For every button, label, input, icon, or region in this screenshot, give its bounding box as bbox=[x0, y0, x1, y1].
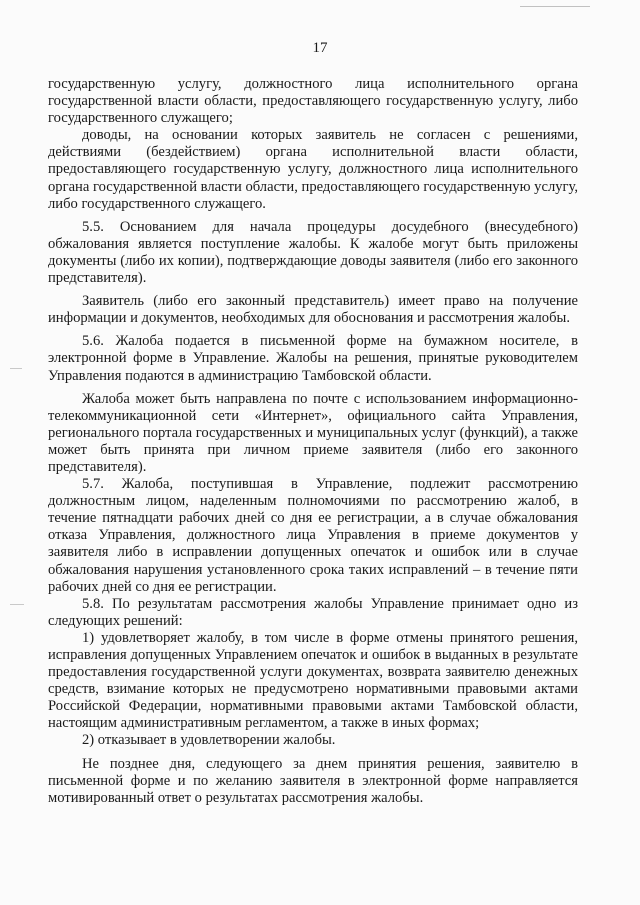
paragraph-5-7: 5.7. Жалоба, поступившая в Управление, подлежит рассмотрению должностным лицом, наделенным полномочиями по рассмотрению жалоб, в течение пятнадцати рабочих дней со дня ее регистрации, а в случае обжалования отказа Управления, должностного лица Управления в приеме документов у заявителя либо в исправлении допущенных опечаток и ошибок или в случае обжалования нарушения установленного срока таких исправлений – в течение пяти рабочих дней со дня ее регистрации. bbox=[48, 476, 578, 595]
paragraph-applicant-rights: Заявитель (либо его законный представитель) имеет право на получение информации и документов, необходимых для обоснования и рассмотрения жалобы. bbox=[48, 293, 578, 327]
paragraph-5-8: 5.8. По результатам рассмотрения жалобы Управление принимает одно из следующих решений: bbox=[48, 595, 578, 629]
list-item-1: 1) удовлетворяет жалобу, в том числе в форме отмены принятого решения, исправления допущенных Управлением опечаток и ошибок в выданных в результате предоставления государственной услуги документах, возврата заявителю денежных средств, взимание которых не предусмотрено нормативными правовыми актами Российской Федерации, нормативными правовыми актами Тамбовской области, настоящим административным регламентом, а также в иных формах; bbox=[48, 629, 578, 732]
paragraph-5-6: 5.6. Жалоба подается в письменной форме на бумажном носителе, в электронной форме в Управление. Жалобы на решения, принятые руководителем Управления подаются в администрацию Тамбовской области. bbox=[48, 333, 578, 384]
page-number: 17 bbox=[312, 40, 328, 56]
document-body bbox=[48, 76, 578, 807]
paragraph-2: доводы, на основании которых заявитель не согласен с решениями, действиями (бездействием) органа исполнительной власти области, предоставляющего государственную услугу, должностного лица исполнительного органа государственной власти области, предоставляющего государственную услугу, либо государственного служащего. bbox=[48, 127, 578, 212]
scan-mark-top-right bbox=[520, 6, 590, 7]
paragraph-1: государственную услугу, должностного лица исполнительного органа государственной власти области, предоставляющего государственную услугу, либо государственного служащего; bbox=[48, 76, 578, 127]
paragraph-complaint-delivery: Жалоба может быть направлена по почте с использованием информационно-телекоммуникационной сети «Интернет», официального сайта Управления, регионального портала государственных и муниципальных услуг (функций), а также может быть принята при личном приеме заявителя (либо его законного представителя). bbox=[48, 390, 578, 475]
list-item-2: 2) отказывает в удовлетворении жалобы. bbox=[82, 732, 336, 749]
scan-mark-left-1 bbox=[10, 368, 22, 369]
scan-mark-left-2 bbox=[10, 604, 24, 605]
paragraph-5-5: 5.5. Основанием для начала процедуры досудебного (внесудебного) обжалования является поступление жалобы. К жалобе могут быть приложены документы (либо их копии), подтверждающие доводы заявителя (либо его законного представителя). bbox=[48, 218, 578, 287]
paragraph-final: Не позднее дня, следующего за днем принятия решения, заявителю в письменной форме и по желанию заявителя в электронной форме направляется мотивированный ответ о результатах рассмотрения жалобы. bbox=[48, 755, 578, 806]
